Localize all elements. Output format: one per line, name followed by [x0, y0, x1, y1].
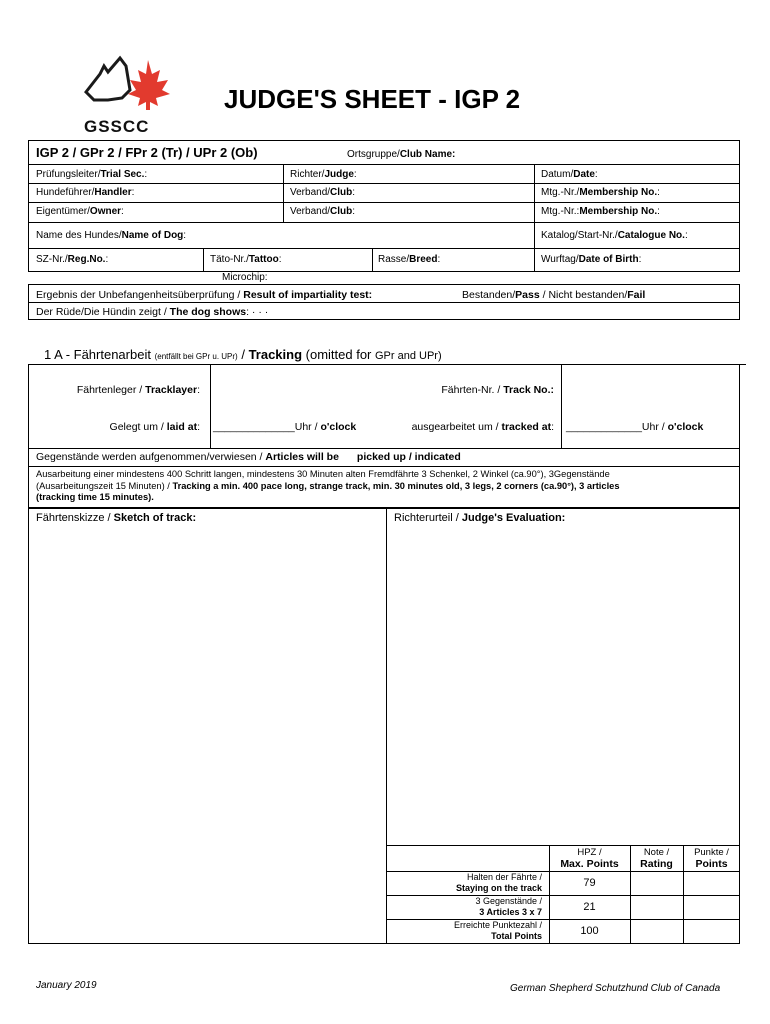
dog-shows-label: Der Rüde/Die Hündin zeigt / The dog shows: · · ·	[36, 306, 269, 318]
maple-leaf-icon	[128, 60, 170, 110]
date-label: Datum/Date:	[541, 169, 598, 180]
club-name-label: Ortsgruppe/Club Name:	[347, 149, 456, 160]
membership-label-1: Mtg.-Nr./Membership No.:	[541, 187, 660, 198]
page-title: JUDGE'S SHEET - IGP 2	[224, 84, 521, 114]
score-row-label-articles: 3 Gegenstände / 3 Articles 3 x 7	[475, 896, 542, 917]
score-row-label-staying: Halten der Fährte / Staying on the track	[455, 872, 542, 893]
score-max-staying: 79	[583, 877, 596, 889]
track-description-line-1: Ausarbeitung einer mindestens 400 Schritt langen, mindestens 30 Minuten alten Fremdfährte 3 Schenkel, 2 Winkel (ca.90°), 3Gegenstände	[36, 469, 610, 479]
rating-cell-staying[interactable]	[631, 872, 683, 895]
club-logo	[78, 52, 178, 122]
dog-head-outline-icon	[86, 58, 130, 100]
laid-at-label: Gelegt um / laid at:	[109, 421, 200, 433]
tracked-at-label: ausgearbeitet um / tracked at:	[411, 421, 554, 433]
rating-cell-total[interactable]	[631, 920, 683, 943]
points-header: Punkte / Points	[694, 847, 729, 870]
footer-club-name: German Shepherd Schutzhund Club of Canada	[510, 983, 721, 994]
points-cell-articles[interactable]	[684, 896, 740, 919]
track-no-label: Fährten-Nr. / Track No.:	[441, 384, 554, 396]
evaluation-area[interactable]	[388, 530, 738, 842]
judges-evaluation-label: Richterurteil / Judge's Evaluation:	[394, 512, 566, 524]
score-max-total: 100	[580, 925, 599, 937]
track-description-line-2: (Ausarbeitungszeit 15 Minuten) / Tracking a min. 400 pace long, strange track, min. 30 minutes old, 3 legs, 2 corners (ca.90°), 3 articles	[36, 481, 620, 491]
dog-name-label: Name des Hundes/Name of Dog:	[36, 230, 187, 241]
tattoo-label: Täto-Nr./Tattoo:	[210, 254, 282, 265]
level-title: IGP 2 / GPr 2 / FPr 2 (Tr) / UPr 2 (Ob)	[36, 145, 258, 160]
tracklayer-label: Fährtenleger / Tracklayer:	[76, 384, 200, 396]
rating-cell-articles[interactable]	[631, 896, 683, 919]
catalogue-label: Katalog/Start-Nr./Catalogue No.:	[541, 230, 688, 241]
owner-label: Eigentümer/Owner:	[36, 206, 124, 217]
reg-no-label: SZ-Nr./Reg.No.:	[36, 254, 109, 265]
score-row-label-total: Erreichte Punktezahl / Total Points	[453, 920, 542, 941]
logo-text: GSSCC	[84, 117, 150, 136]
breed-label: Rasse/Breed:	[378, 254, 441, 265]
articles-label: Gegenstände werden aufgenommen/verwiesen / Articles will be picked up / indicated	[36, 451, 461, 463]
score-max-articles: 21	[583, 901, 596, 913]
club-label-1: Verband/Club:	[290, 187, 356, 198]
handler-label: Hundeführer/Handler:	[36, 187, 135, 198]
points-cell-staying[interactable]	[684, 872, 740, 895]
judge-label: Richter/Judge:	[290, 169, 357, 180]
footer-date: January 2019	[36, 980, 97, 991]
track-description-line-3: (tracking time 15 minutes).	[36, 492, 154, 502]
microchip-label: Microchip:	[222, 272, 268, 283]
sketch-area[interactable]	[29, 530, 385, 942]
membership-label-2: Mtg.-Nr.:Membership No.:	[541, 206, 660, 217]
max-points-header: HPZ / Max. Points	[560, 847, 619, 870]
club-label-2: Verband/Club:	[290, 206, 356, 217]
rating-header: Note / Rating	[640, 847, 673, 870]
tracked-at-field[interactable]: _____________Uhr / o'clock	[566, 421, 704, 433]
points-cell-total[interactable]	[684, 920, 740, 943]
laid-at-field[interactable]: ______________Uhr / o'clock	[213, 421, 357, 433]
sketch-of-track-label: Fährtenskizze / Sketch of track:	[36, 512, 197, 524]
pass-fail-label: Bestanden/Pass / Nicht bestanden/Fail	[462, 289, 646, 301]
trial-sec-label: Prüfungsleiter/Trial Sec.:	[36, 169, 148, 180]
tracking-heading: 1 A - Fährtenarbeit (entfällt bei GPr u. UPr) / Tracking (omitted for GPr and UPr)	[44, 347, 442, 362]
dob-label: Wurftag/Date of Birth:	[541, 254, 642, 265]
impartiality-label: Ergebnis der Unbefangenheitsüberprüfung / Result of impartiality test:	[36, 289, 373, 301]
